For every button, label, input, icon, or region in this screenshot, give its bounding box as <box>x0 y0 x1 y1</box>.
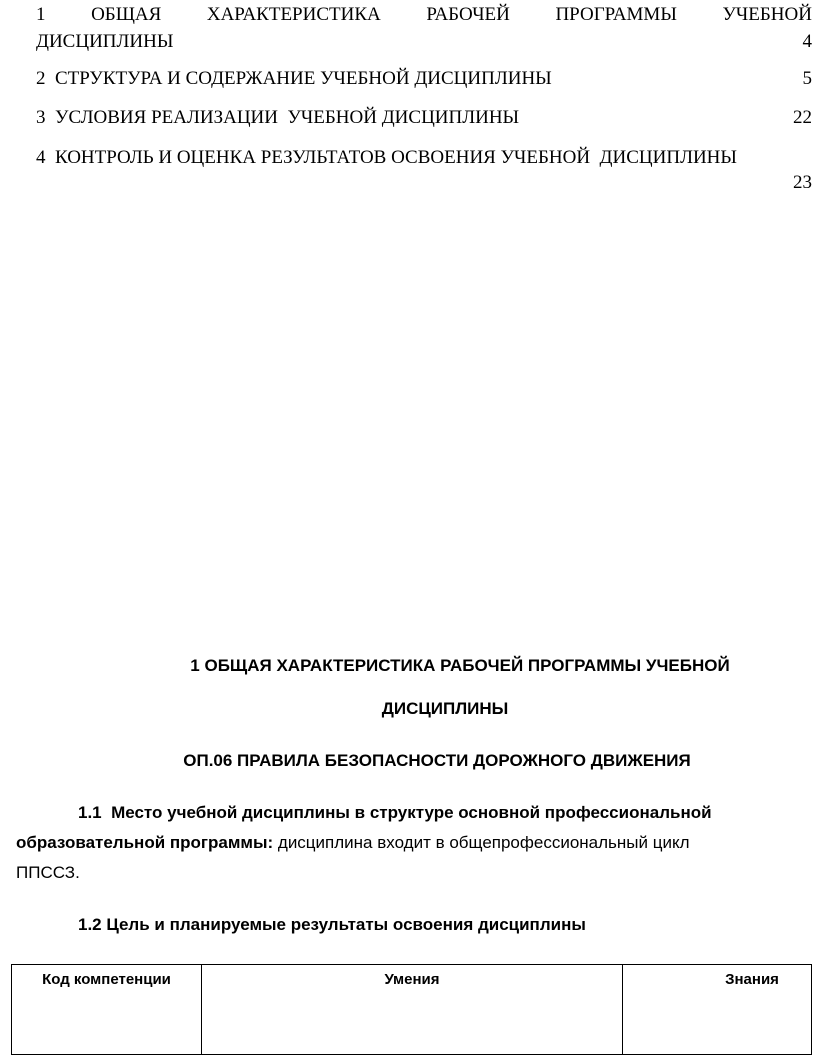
toc-item-1-word: ОБЩАЯ <box>91 4 162 25</box>
paragraph-1-1-heading-cont: образовательной программы: <box>16 833 274 852</box>
competence-table <box>11 964 812 1055</box>
toc-item-2-page: 5 <box>802 68 812 89</box>
table-header-knowledge: Знания <box>623 965 812 1055</box>
paragraph-1-1-line3: ППССЗ. <box>16 863 80 882</box>
toc-item-1-line1 <box>36 3 812 27</box>
paragraph-1-1 <box>16 798 806 888</box>
paragraph-1-1-line2 <box>16 828 806 858</box>
toc-item-3 <box>36 106 812 130</box>
table-header-row <box>12 965 812 1055</box>
toc-item-2 <box>36 67 812 91</box>
toc-item-4-title: 4 КОНТРОЛЬ И ОЦЕНКА РЕЗУЛЬТАТОВ ОСВОЕНИЯ УЧЕБНОЙ ДИСЦИПЛИНЫ <box>36 147 737 168</box>
toc-item-1-word: РАБОЧЕЙ <box>426 4 510 25</box>
paragraph-1-2-heading: 1.2 Цель и планируемые результаты освоения дисциплины <box>78 915 586 934</box>
section-title-line2: ДИСЦИПЛИНЫ <box>381 699 509 718</box>
toc-item-1-word: ХАРАКТЕРИСТИКА <box>206 4 381 25</box>
table-header-code: Код компетенции <box>12 965 202 1055</box>
toc-item-1-word: УЧЕБНОЙ <box>722 4 812 25</box>
section-subtitle: ОП.06 ПРАВИЛА БЕЗОПАСНОСТИ ДОРОЖНОГО ДВИЖЕНИЯ <box>183 751 691 770</box>
toc-item-1-line2 <box>36 30 812 54</box>
toc-item-2-title: 2 СТРУКТУРА И СОДЕРЖАНИЕ УЧЕБНОЙ ДИСЦИПЛИНЫ <box>36 68 552 89</box>
toc-item-4-page: 23 <box>793 172 812 193</box>
toc-item-1-title-cont: ДИСЦИПЛИНЫ <box>36 31 174 52</box>
toc-item-3-title: 3 УСЛОВИЯ РЕАЛИЗАЦИИ УЧЕБНОЙ ДИСЦИПЛИНЫ <box>36 107 520 128</box>
toc-item-1-word: ПРОГРАММЫ <box>555 4 677 25</box>
paragraph-1-1-text: дисциплина входит в общепрофессиональный цикл <box>273 833 690 852</box>
paragraph-1-1-line1 <box>16 798 806 828</box>
toc-item-1-page: 4 <box>802 31 812 52</box>
paragraph-1-1-heading: 1.1 Место учебной дисциплины в структуре основной профессиональной <box>78 803 712 822</box>
section-title-line1: 1 ОБЩАЯ ХАРАКТЕРИСТИКА РАБОЧЕЙ ПРОГРАММЫ УЧЕБНОЙ <box>190 656 730 675</box>
table-header-skills: Умения <box>202 965 623 1055</box>
toc-item-3-page: 22 <box>793 107 812 128</box>
toc-item-1-number: 1 <box>36 4 46 25</box>
